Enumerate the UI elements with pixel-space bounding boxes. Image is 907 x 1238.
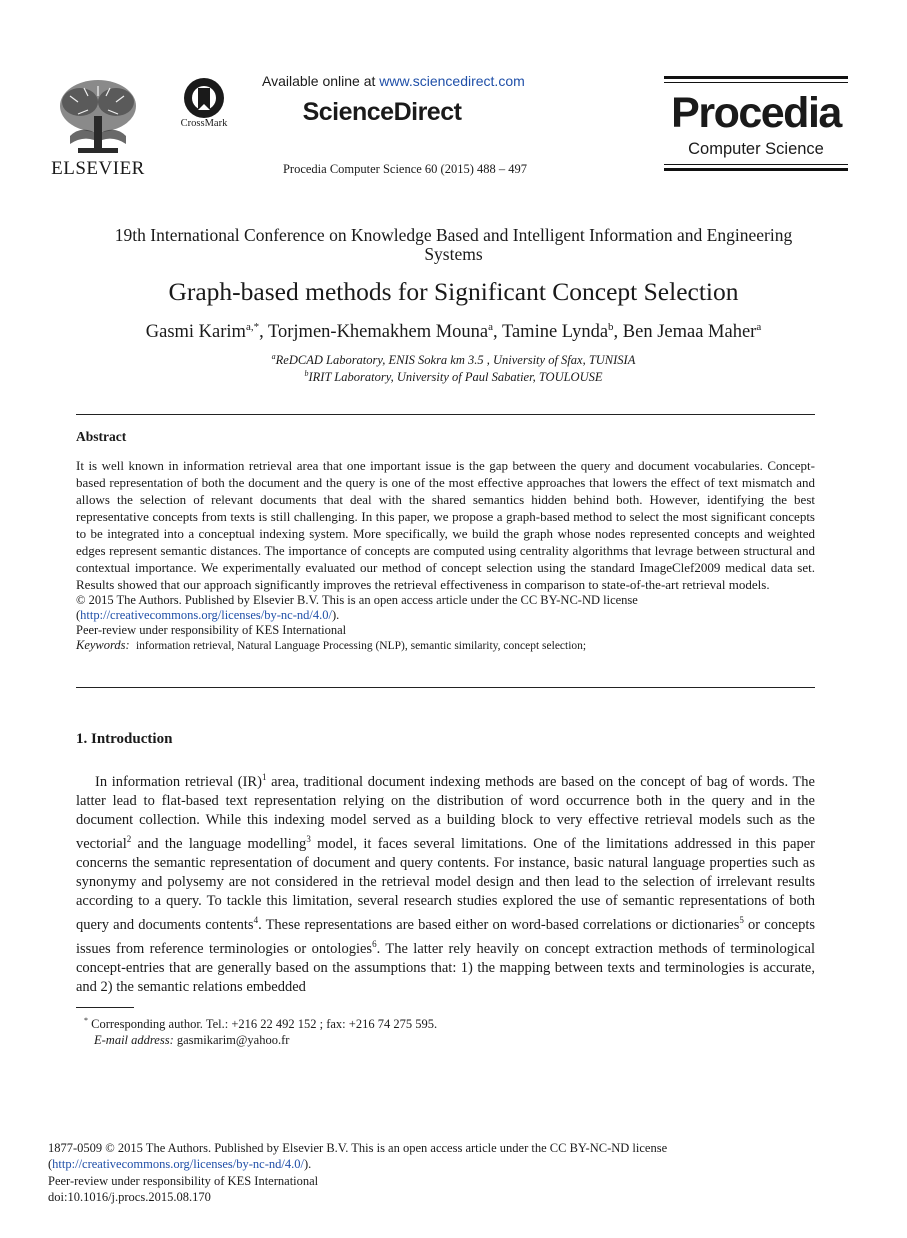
author-affiliation-mark: a xyxy=(756,321,762,333)
footer-doi: doi:10.1016/j.procs.2015.08.170 xyxy=(48,1190,211,1205)
author-name: Tamine Lynda xyxy=(501,322,609,343)
author-name: Torjmen-Khemakhem Mouna xyxy=(268,322,489,343)
affiliation-mark: a xyxy=(271,352,276,361)
brand-rule-bottom-thin xyxy=(664,164,848,165)
footer-license-link[interactable]: http://creativecommons.org/licenses/by-nc-nd/4.0/ xyxy=(52,1157,304,1172)
availability-line xyxy=(262,73,552,89)
journal-citation: Procedia Computer Science 60 (2015) 488 – 497 xyxy=(282,162,528,176)
publisher-name: ELSEVIER xyxy=(51,158,145,179)
brand-word: Procedia xyxy=(671,89,841,137)
email-label: E-mail address: xyxy=(94,1033,174,1048)
affiliation-text: ReDCAD Laboratory, ENIS Sokra km 3.5 , University of Sfax, TUNISIA xyxy=(275,353,636,368)
introduction-paragraph xyxy=(76,768,815,997)
footnote xyxy=(76,1013,815,1048)
citation-marker: 2 xyxy=(126,834,132,845)
keywords-line xyxy=(76,638,815,654)
conference-line-2: Systems xyxy=(424,244,483,264)
license-link[interactable]: http://creativecommons.org/licenses/by-nc-nd/4.0/ xyxy=(80,608,332,622)
brand-subtitle: Computer Science xyxy=(688,140,824,158)
affiliation-b xyxy=(40,369,867,385)
author-affiliation-mark: a xyxy=(488,321,494,333)
license-paren-close: ). xyxy=(331,608,340,622)
author-separator: , xyxy=(613,322,623,343)
email-address: gasmikarim@yahoo.fr xyxy=(173,1033,290,1048)
abstract-bottom-rule xyxy=(76,687,815,688)
platform-name: ScienceDirect xyxy=(302,98,462,126)
paragraph-text: . The latter rely heavily on concept extraction methods of terminological concept-entries that are generally based on the assumptions that: 1) the mapping between texts and terminologies is accurate, and 2) the semantic relations embedded xyxy=(76,941,815,996)
brand-rule-bottom xyxy=(664,168,848,171)
keywords-text: information retrieval, Natural Language Processing (NLP), semantic similarity, concept selection; xyxy=(135,640,587,652)
abstract-block xyxy=(76,457,815,654)
keywords-label: Keywords: xyxy=(76,638,130,652)
paragraph-text: In information retrieval (IR) xyxy=(95,773,262,790)
conference-name xyxy=(70,226,837,264)
paragraph-text: area, traditional document indexing methods are based on the concept of bag of words. The latter lead to flat-based text representation relying on the distribution of word occurrence both in the query and in the document collection. While this indexing model served as a building block to very effective retrieval models such as the vectorial xyxy=(76,773,815,852)
procedia-brand-box xyxy=(664,76,848,174)
abstract-top-rule xyxy=(76,414,815,415)
abstract-license xyxy=(76,608,815,623)
corresponding-text: Corresponding author. Tel.: +216 22 492 152 ; fax: +216 74 275 595. xyxy=(88,1017,438,1032)
author-list xyxy=(40,321,867,343)
availability-prefix: Available online at xyxy=(262,73,380,89)
citation-marker: 1 xyxy=(261,772,267,782)
author-affiliation-mark: b xyxy=(608,321,614,333)
brand-rule-top-thin xyxy=(664,82,848,83)
author-name: Ben Jemaa Maher xyxy=(622,322,757,343)
affiliation-a xyxy=(40,352,867,368)
abstract-peer-review: Peer-review under responsibility of KES International xyxy=(76,623,347,637)
abstract-heading: Abstract xyxy=(76,429,127,444)
paragraph-text: model, it faces several limitations. One of the limitations addressed in this paper concerns the semantic representation of document and query contents. For instance, basic natural language properties such as synonymy and polysemy are not considered in the retrieval model design and then lead to the selection of irrelevant results according to a query. To tackle this limitation, several research studies explored the use of semantic representations of both query and documents contents xyxy=(76,835,815,934)
footer-paren-open: ( xyxy=(48,1157,53,1172)
footer-paren-close: ). xyxy=(303,1157,312,1172)
crossmark-label: CrossMark xyxy=(180,118,228,129)
author-affiliation-mark: a,* xyxy=(245,321,260,333)
affiliation-text: IRIT Laboratory, University of Paul Sabatier, TOULOUSE xyxy=(308,370,603,385)
conference-line-1: 19th International Conference on Knowledge Based and Intelligent Information and Engineering xyxy=(114,225,793,245)
paragraph-text: or concepts issues from reference terminologies or ontologies xyxy=(76,917,816,958)
citation-marker: 5 xyxy=(739,915,744,926)
section-heading-introduction: 1. Introduction xyxy=(76,731,173,747)
paragraph-text: and the language modelling xyxy=(131,835,307,852)
citation-marker: 3 xyxy=(306,834,311,845)
citation-marker: 4 xyxy=(253,915,259,926)
footer-peer-review: Peer-review under responsibility of KES International xyxy=(48,1173,319,1188)
corresponding-author-note xyxy=(76,1013,815,1032)
abstract-body: It is well known in information retrieval area that one important issue is the gap between the query and document vocabularies. Concept-based representation of both the document and the query is one of the most effective approaches that lowers the effect of text mismatch and allows the selection of relevant documents that deal with the shared semantics hidden behind both. However, identifying the best representative concepts from texts is still challenging. In this paper, we propose a graph-based method to select the most significant concepts to be integrated into a conceptual indexing system. More specifically, we build the graph whose nodes represented concepts and weighted edges represent semantic distances. The importance of concepts are computed using centrality algorithms that levrage between structural and contextual importance. We experimentally evaluated our method of concept selection using the standard ImageClef2009 medical data set. Results showed that our approach significantly improves the retrieval effectiveness in comparison to state-of-the-art retrieval models. xyxy=(76,458,815,592)
footer-license xyxy=(48,1156,768,1172)
license-paren-open: ( xyxy=(76,608,81,622)
abstract-copyright: © 2015 The Authors. Published by Elsevier B.V. This is an open access article under the CC BY-NC-ND license xyxy=(76,593,638,607)
citation-marker: 6 xyxy=(372,939,377,950)
paragraph-text: . These representations are based either on word-based correlations or dictionaries xyxy=(258,917,740,934)
author-name: Gasmi Karim xyxy=(145,322,246,343)
paper-title: Graph-based methods for Significant Concept Selection xyxy=(168,277,739,306)
email-note xyxy=(76,1032,815,1048)
author-separator: , xyxy=(493,322,502,343)
page-footer xyxy=(48,1140,768,1206)
affiliation-mark: b xyxy=(304,369,309,378)
footer-copyright: 1877-0509 © 2015 The Authors. Published by Elsevier B.V. This is an open access article under the CC BY-NC-ND license xyxy=(48,1141,668,1155)
footnote-rule xyxy=(76,1007,134,1008)
footnote-mark: * xyxy=(84,1016,88,1025)
author-separator: , xyxy=(259,322,268,343)
brand-rule-top xyxy=(664,76,848,79)
sciencedirect-link[interactable]: www.sciencedirect.com xyxy=(379,73,525,89)
